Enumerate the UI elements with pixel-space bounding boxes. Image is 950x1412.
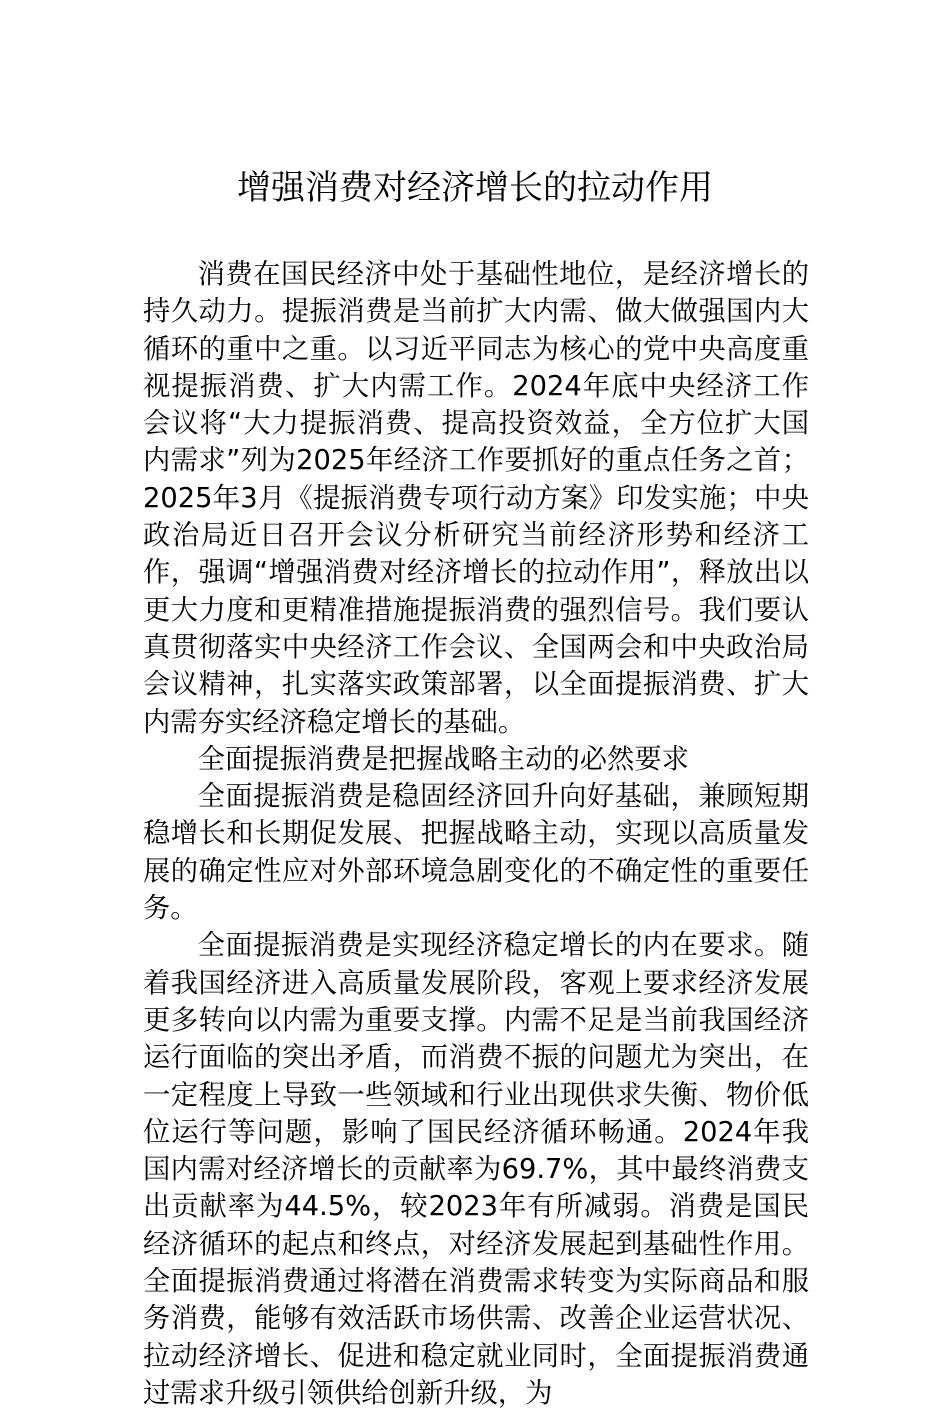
paragraph-growth: 全面提振消费是实现经济稳定增长的内在要求。随着我国经济进入高质量发展阶段，客观上要求经济发展更多转向以内需为重要支撑。内需不足是当前我国经济运行面临的突出矛盾，而消费不振的问题尤为突出，在一定程度上导致一些领域和行业出现供求失衡、物价低位运行等问题，影响了国民经济循环畅通。2024年我国内需对经济增长的贡献率为69.7%，其中最终消费支出贡献率为44.5%，较2023年有所减弱。消费是国民经济循环的起点和终点，对经济发展起到基础性作用。全面提振消费通过将潜在消费需求转变为实际商品和服务消费，能够有效活跃市场供需、改善企业运营状况、拉动经济增长、促进和稳定就业同时，全面提振消费通过需求升级引领供给创新升级，为 — [143, 930, 809, 1409]
section-heading: 全面提振消费是把握战略主动的必然要求 — [197, 743, 689, 775]
paragraph-intro: 消费在国民经济中处于基础性地位，是经济增长的持久动力。提振消费是当前扩大内需、做大做强国内大循环的重中之重。以习近平同志为核心的党中央高度重视提振消费、扩大内需工作。2024年底中央经济工作会议将“大力提振消费、提高投资效益，全方位扩大国内需求”列为2025年经济工作要抓好的重点任务之首；2025年3月《提振消费专项行动方案》印发实施；中央政治局近日召开会议分析研究当前经济形势和经济工作，强调“增强消费对经济增长的拉动作用”，释放出以更大力度和更精准措施提振消费的强烈信号。我们要认真贯彻落实中央经济工作会议、全国两会和中央政治局会议精神，扎实落实政策部署，以全面提振消费、扩大内需夯实经济稳定增长的基础。 — [143, 259, 809, 738]
document-title: 增强消费对经济增长的拉动作用 — [237, 168, 713, 208]
document-body — [143, 256, 809, 1412]
paragraph-strategic: 全面提振消费是稳固经济回升向好基础，兼顾短期稳增长和长期促发展、把握战略主动，实现以高质量发展的确定性应对外部环境急剧变化的不确定性的重要任务。 — [143, 781, 809, 925]
